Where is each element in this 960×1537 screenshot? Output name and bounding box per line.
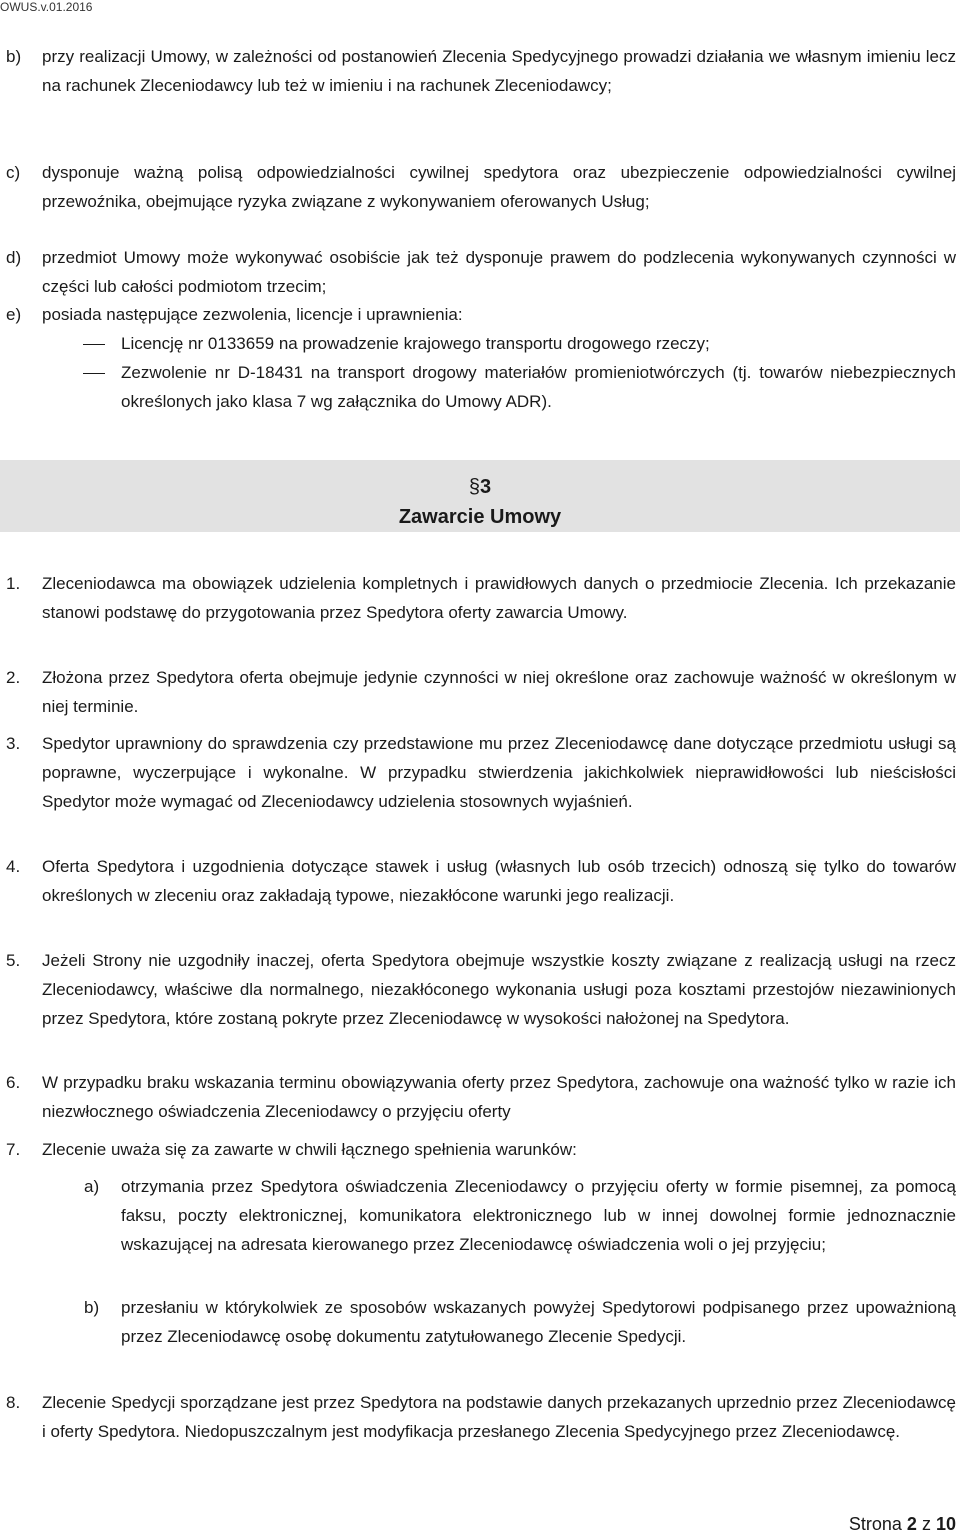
clause-text: Zlecenie uważa się za zawarte w chwili łącznego spełnienia warunków: <box>42 1140 577 1159</box>
license-item: Licencję nr 0133659 na prowadzenie krajowego transportu drogowego rzeczy; <box>121 334 710 353</box>
section-number <box>0 474 960 500</box>
document-code: OWUS.v.01.2016 <box>0 0 93 14</box>
clause-text: Oferta Spedytora i uzgodnienia dotyczące stawek i usług (własnych lub osób trzecich) odnoszą się tylko do towarów określonych w zleceniu oraz zakładają typowe, niezakłócone warunki jego realizacji. <box>42 857 956 905</box>
list-marker: e) <box>6 305 22 324</box>
sub-text: przesłaniu w którykolwiek ze sposobów wskazanych powyżej Spedytorowi podpisanego przez upoważnioną przez Zleceniodawcę osobę dokumentu zatytułowanego Zlecenie Spedycji. <box>121 1298 956 1346</box>
clause-text: Złożona przez Spedytora oferta obejmuje jedynie czynności w niej określone oraz zachowuje ważność w określonym w niej terminie. <box>42 668 956 716</box>
clause-number: 8. <box>6 1393 21 1412</box>
list-text: przy realizacji Umowy, w zależności od postanowień Zlecenia Spedycyjnego prowadzi działania we własnym imieniu lecz na rachunek Zleceniodawcy lub też w imieniu i na rachunek Zleceniodawcy; <box>42 47 956 95</box>
clause-number: 3. <box>6 734 21 753</box>
clause-number: 6. <box>6 1073 21 1092</box>
page-separator: z <box>921 1514 931 1534</box>
section-symbol: § <box>468 476 480 498</box>
list-marker: b) <box>6 47 22 66</box>
sub-marker: b) <box>84 1298 100 1317</box>
clause-text: Zleceniodawca ma obowiązek udzielenia kompletnych i prawidłowych danych o przedmiocie Zlecenia. Ich przekazanie stanowi podstawę do przygotowania przez Spedytora oferty zawarcia Umowy. <box>42 574 956 622</box>
page-number: 2 <box>906 1514 917 1534</box>
clause-text: Spedytor uprawniony do sprawdzenia czy przedstawione mu przez Zleceniodawcę dane dotyczące przedmiotu usługi są poprawne, wyczerpujące i wykonalne. W przypadku stwierdzenia jakichkolwiek nieprawidłowości lub nieścisłości Spedytor może wymagać od Zleceniodawcy udzielenia stosownych wyjaśnień. <box>42 734 956 811</box>
clause-number: 2. <box>6 668 21 687</box>
page-label: Strona <box>848 1514 902 1534</box>
page-footer <box>849 1514 956 1535</box>
page-total: 10 <box>935 1514 956 1534</box>
permit-item: Zezwolenie nr D-18431 na transport drogowy materiałów promieniotwórczych (tj. towarów niebezpiecznych określonych jako klasa 7 wg załącznika do Umowy ADR). <box>121 363 956 411</box>
list-marker: c) <box>6 163 21 182</box>
section-number-value: 3 <box>480 476 492 498</box>
dash-bullet <box>83 344 105 345</box>
clause-number: 5. <box>6 951 21 970</box>
section-title: Zawarcie Umowy <box>398 506 562 528</box>
sub-marker: a) <box>84 1177 100 1196</box>
clause-text: Jeżeli Strony nie uzgodniły inaczej, oferta Spedytora obejmuje wszystkie koszty związane z realizacją usługi na rzecz Zleceniodawcy, właściwe dla normalnego, niezakłóconego wykonania usługi poza kosztami przestojów niezawinionych przez Spedytora, które zostaną pokryte przez Zleceniodawcę w wysokości nałożonej na Spedytora. <box>42 951 956 1028</box>
clause-text: W przypadku braku wskazania terminu obowiązywania oferty przez Spedytora, zachowuje ona ważność tylko w razie ich niezwłocznego oświadczenia Zleceniodawcy o przyjęciu oferty <box>42 1073 956 1121</box>
clause-number: 7. <box>6 1140 21 1159</box>
dash-bullet <box>83 373 105 374</box>
clause-number: 1. <box>6 574 21 593</box>
list-text: dysponuje ważną polisą odpowiedzialności cywilnej spedytora oraz ubezpieczenie odpowiedzialności cywilnej przewoźnika, obejmujące ryzyka związane z wykonywaniem oferowanych Usług; <box>42 163 956 211</box>
clause-text: Zlecenie Spedycji sporządzane jest przez Spedytora na podstawie danych przekazanych uprzednio przez Zleceniodawcę i oferty Spedytora. Niedopuszczalnym jest modyfikacja przesłanego Zlecenia Spedycyjnego przez Zleceniodawcę. <box>42 1393 956 1441</box>
list-text: posiada następujące zezwolenia, licencje i uprawnienia: <box>42 305 463 324</box>
clause-number: 4. <box>6 857 21 876</box>
list-marker: d) <box>6 248 22 267</box>
sub-text: otrzymania przez Spedytora oświadczenia Zleceniodawcy o przyjęciu oferty w formie pisemnej, za pomocą faksu, poczty elektronicznej, komunikatora elektronicznego lub w innej dowolnej formie jednoznacznie wskazującej na adresata kierowanego przez Zleceniodawcę oświadczenia woli o jej przyjęciu; <box>121 1177 956 1254</box>
list-text: przedmiot Umowy może wykonywać osobiście jak też dysponuje prawem do podzlecenia wykonywanych czynności w części lub całości podmiotom trzecim; <box>42 248 956 296</box>
